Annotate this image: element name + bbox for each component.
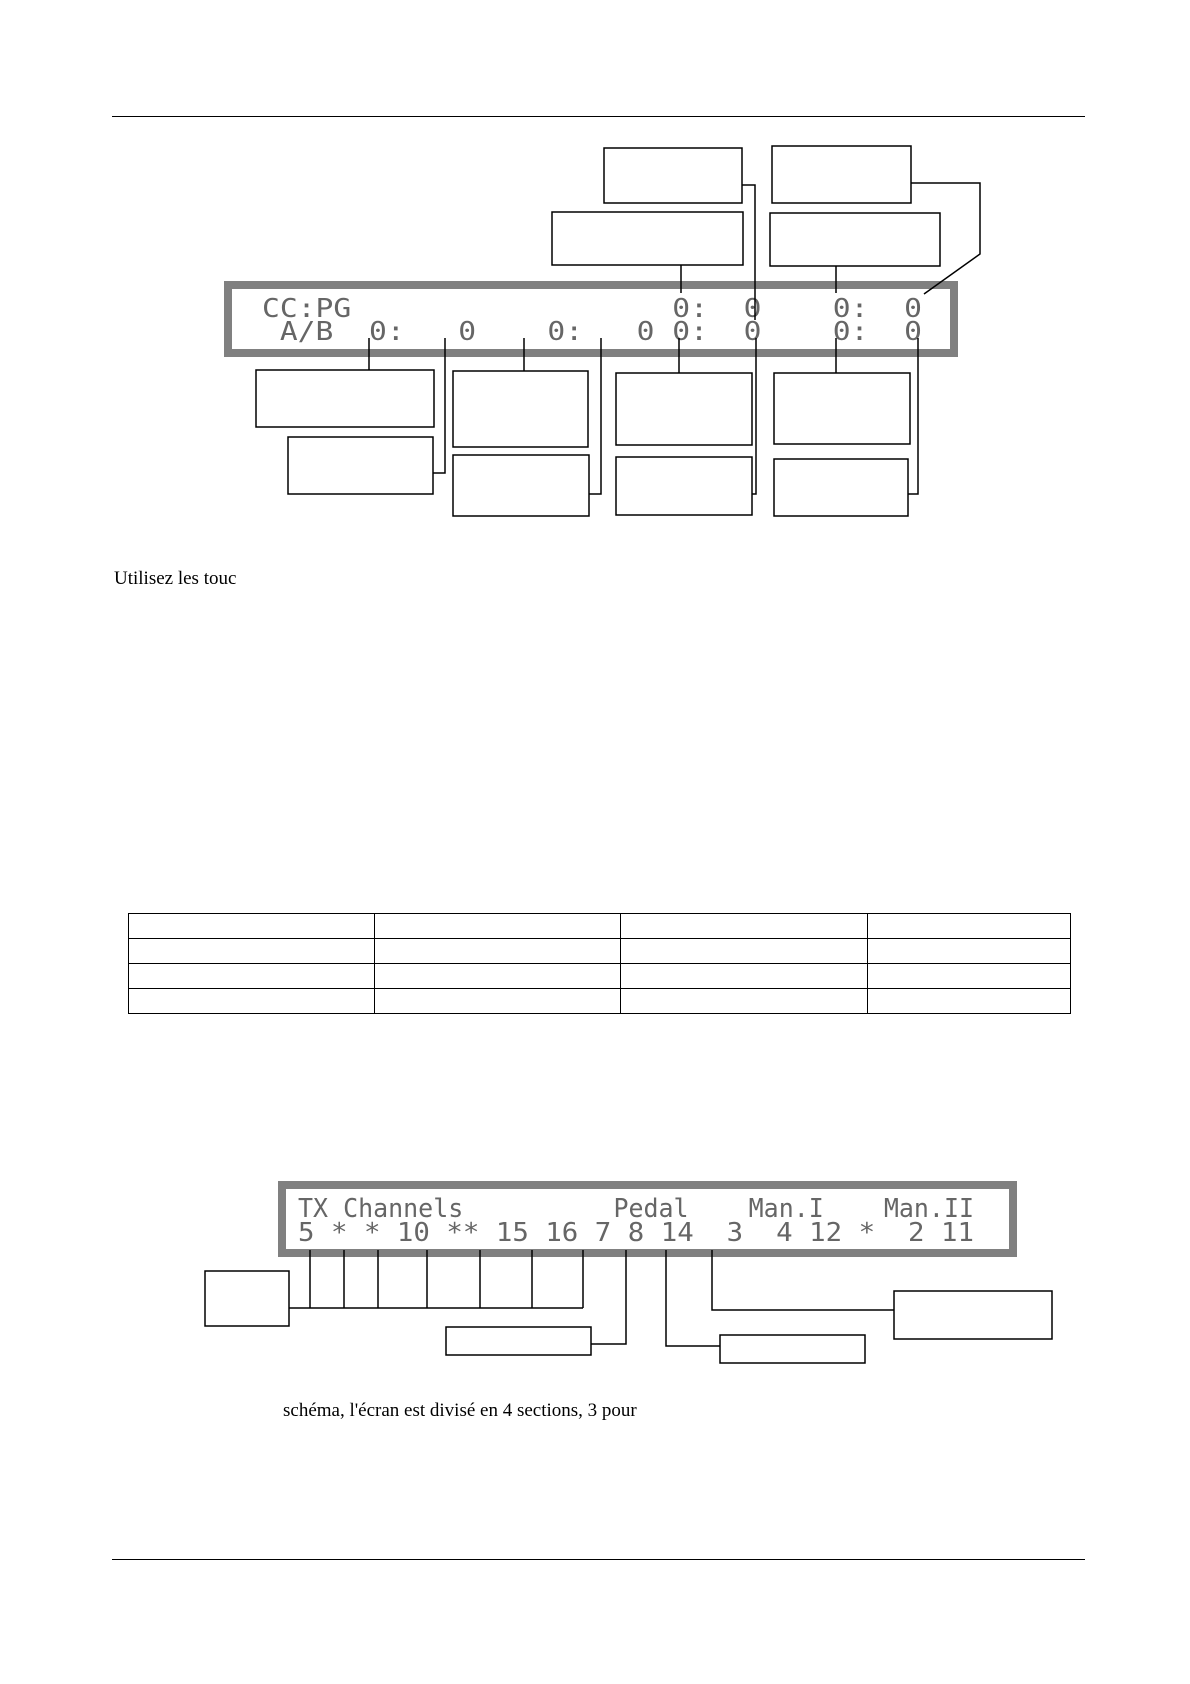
label-box xyxy=(616,373,752,445)
table-cell xyxy=(375,964,621,989)
table-cell xyxy=(621,914,868,939)
body-text-2: schéma, l'écran est divisé en 4 sections, 3 pour xyxy=(283,1400,637,1421)
table-cell xyxy=(129,939,375,964)
table-cell xyxy=(375,989,621,1014)
table-cell xyxy=(129,914,375,939)
leader-line xyxy=(591,1250,626,1344)
table-row xyxy=(129,964,1071,989)
label-box xyxy=(720,1335,865,1363)
leader-line xyxy=(433,338,445,473)
table-cell xyxy=(375,939,621,964)
label-box xyxy=(446,1327,591,1355)
leader-line xyxy=(712,1250,894,1310)
label-box xyxy=(894,1291,1052,1339)
label-box xyxy=(604,148,742,203)
tx-display-row2: 5 * * 10 ** 15 16 7 8 14 3 4 12 * 2 11 xyxy=(298,1218,974,1248)
table-cell xyxy=(868,964,1071,989)
table-cell xyxy=(868,989,1071,1014)
label-box xyxy=(772,146,911,203)
table-row xyxy=(129,914,1071,939)
label-box xyxy=(453,371,588,447)
leader-line xyxy=(589,338,601,494)
table-cell xyxy=(375,914,621,939)
table-cell xyxy=(621,989,868,1014)
label-box xyxy=(288,437,433,494)
tx-display-row1: TX Channels Pedal Man.I Man.II xyxy=(298,1194,974,1224)
label-box xyxy=(256,370,434,427)
table-cell xyxy=(868,939,1071,964)
table-cell xyxy=(621,939,868,964)
cc-pg-display-row2: A/B 0: 0 0: 0 0: 0 0: 0 xyxy=(262,317,922,347)
table-row xyxy=(129,989,1071,1014)
label-box xyxy=(770,213,940,266)
table-cell xyxy=(129,989,375,1014)
label-box xyxy=(453,455,589,516)
table-cell xyxy=(868,914,1071,939)
table-cell xyxy=(621,964,868,989)
body-text-1: Utilisez les touc xyxy=(114,568,237,589)
label-box xyxy=(774,373,910,444)
label-box xyxy=(552,212,743,265)
label-box xyxy=(616,457,752,515)
cc-pg-display-row1: CC:PG 0: 0 0: 0 xyxy=(262,294,922,324)
parameter-table xyxy=(128,913,1071,1014)
table-row xyxy=(129,939,1071,964)
label-box xyxy=(774,459,908,516)
table-cell xyxy=(129,964,375,989)
label-box xyxy=(205,1271,289,1326)
